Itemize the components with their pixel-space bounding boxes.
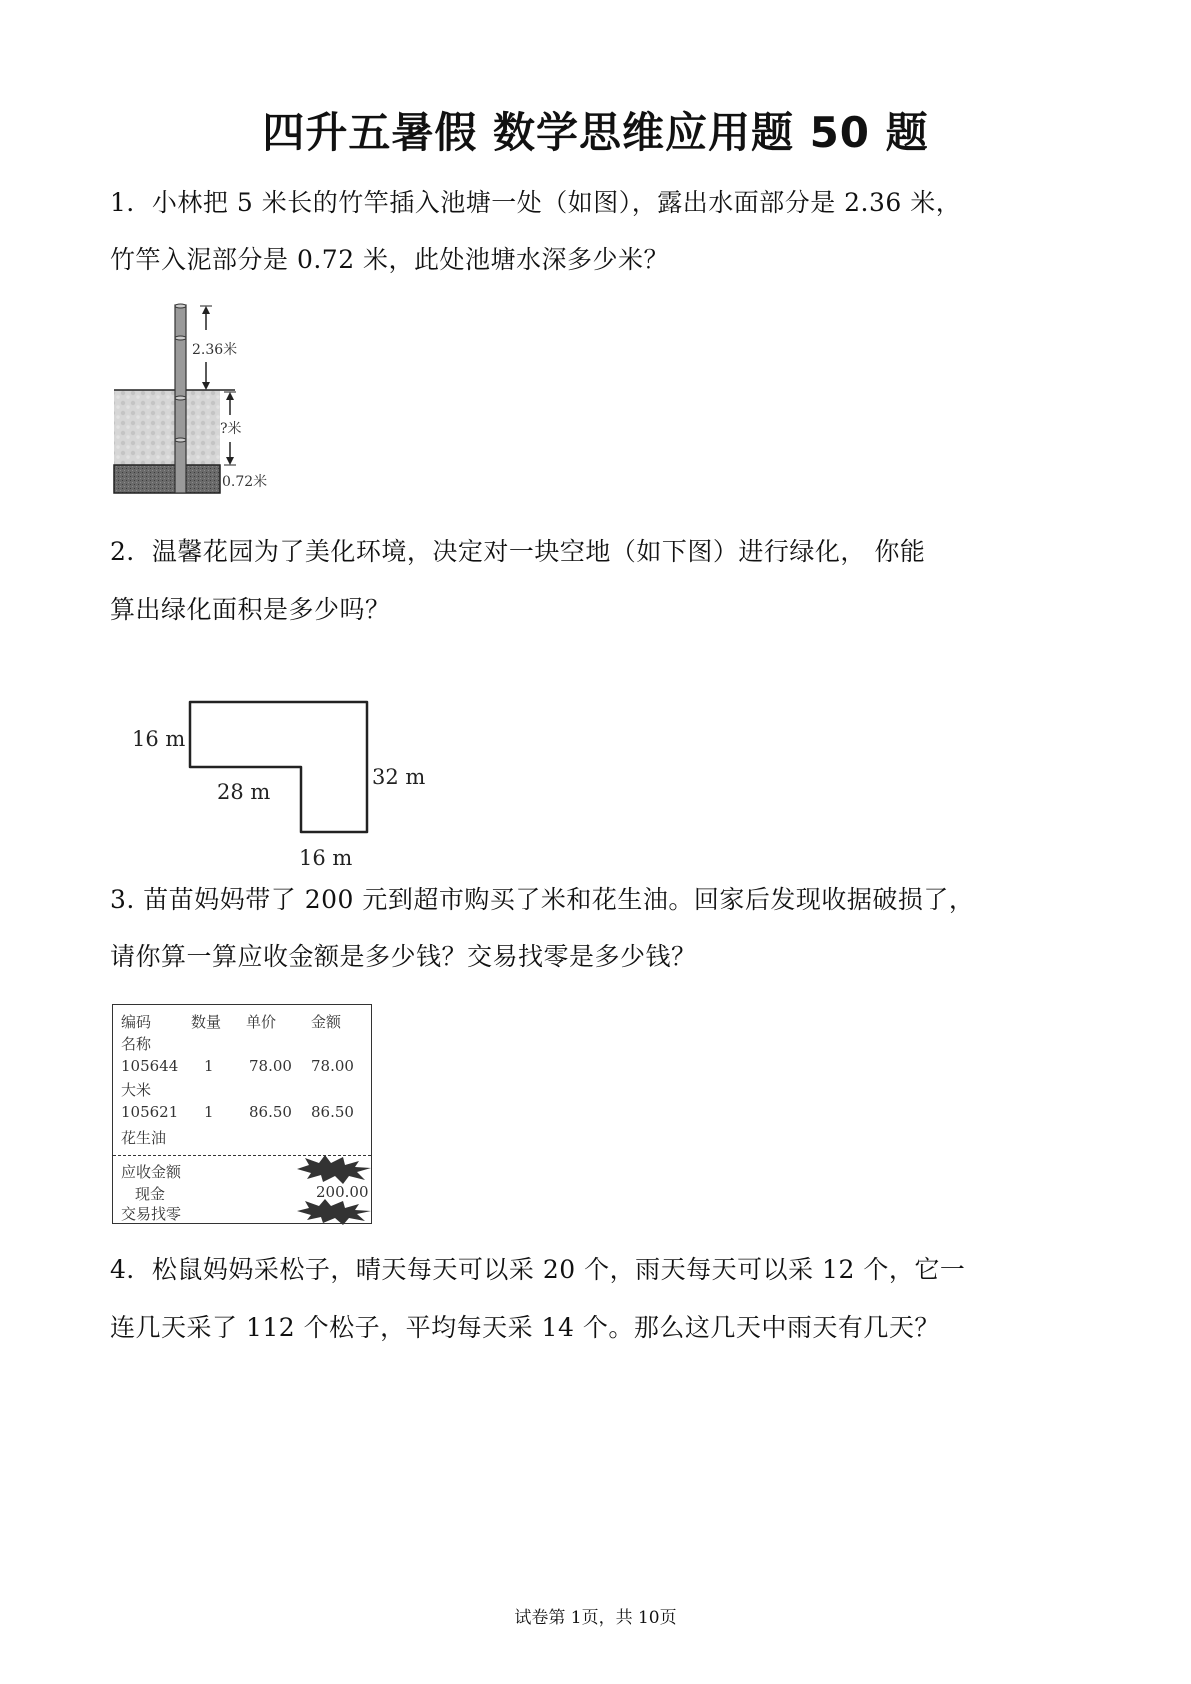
label-bottom: 16 m [299, 846, 353, 870]
item-name: 大米 [121, 1081, 152, 1099]
item-name: 花生油 [121, 1129, 167, 1147]
question-1-line-2: 竹竿入泥部分是 0.72 米，此处池塘水深多少米？ [110, 245, 670, 274]
item-amount: 86.50 [311, 1103, 354, 1121]
page-title: 四升五暑假 数学思维应用题 50 题 [262, 108, 929, 157]
label-left: 16 m [132, 727, 186, 751]
question-4-line-1: 4．松鼠妈妈采松子，晴天每天可以采 20 个，雨天每天可以采 12 个，它一 [110, 1255, 966, 1284]
change-label: 交易找零 [121, 1205, 182, 1223]
label-in-mud: 0.72米 [222, 474, 268, 490]
header-amount: 金额 [311, 1013, 342, 1031]
question-3-line-2: 请你算一算应收金额是多少钱？交易找零是多少钱？ [110, 942, 697, 971]
item-qty: 1 [204, 1103, 214, 1121]
torn-blot-icon [295, 1155, 371, 1185]
question-1-line-1: 1．小林把 5 米长的竹竿插入池塘一处（如图），露出水面部分是 2.36 米， [110, 188, 962, 217]
torn-blot-icon [295, 1199, 371, 1225]
item-code: 105621 [121, 1103, 179, 1121]
label-water-depth: ?米 [220, 421, 242, 437]
question-2-line-1: 2．温馨花园为了美化环境，决定对一块空地（如下图）进行绿化， 你能 [110, 537, 926, 566]
header-code: 编码 [121, 1013, 152, 1031]
bamboo-pole-figure [110, 300, 290, 500]
cash-value: 200.00 [316, 1183, 369, 1201]
cash-label: 现金 [135, 1185, 166, 1203]
page-footer: 试卷第 1页，共 10页 [514, 1608, 677, 1628]
receipt-item-row [121, 1103, 365, 1125]
item-code: 105644 [121, 1057, 179, 1075]
item-qty: 1 [204, 1057, 214, 1075]
receivable-label: 应收金额 [121, 1163, 182, 1181]
receipt-item-row [121, 1057, 365, 1079]
label-inner-bottom: 28 m [217, 780, 271, 804]
receipt-header-row [121, 1011, 365, 1033]
question-2-line-2: 算出绿化面积是多少吗？ [110, 595, 391, 624]
question-4-line-2: 连几天采了 112 个松子，平均每天采 14 个。那么这几天中雨天有几天？ [110, 1313, 940, 1342]
header-price: 单价 [246, 1013, 277, 1031]
label-right: 32 m [372, 765, 426, 789]
receipt-figure [112, 1004, 372, 1224]
item-amount: 78.00 [311, 1057, 354, 1075]
header-qty: 数量 [191, 1013, 222, 1031]
header-name: 名称 [121, 1035, 152, 1053]
item-price: 78.00 [249, 1057, 292, 1075]
label-above-water: 2.36米 [192, 342, 238, 358]
item-price: 86.50 [249, 1103, 292, 1121]
question-3-line-1: 3. 苗苗妈妈带了 200 元到超市购买了米和花生油。回家后发现收据破损了， [110, 885, 975, 914]
l-shape-figure [110, 690, 430, 870]
